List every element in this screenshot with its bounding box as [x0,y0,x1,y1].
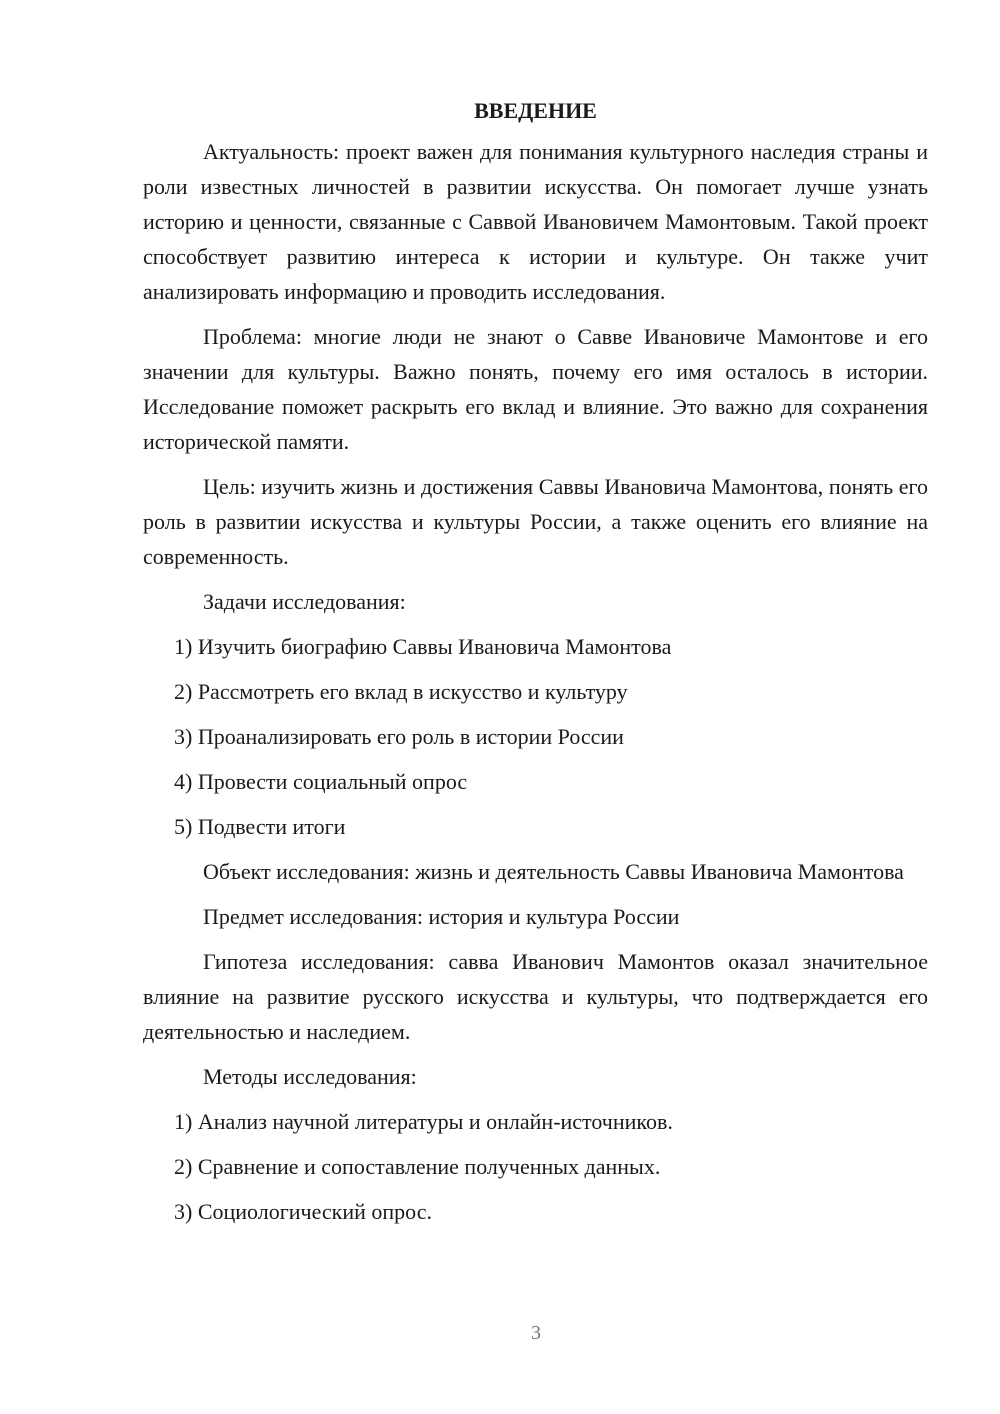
tasks-list [143,629,928,844]
method-item: 3) Социологический опрос. [174,1199,432,1224]
page-number: 3 [531,1322,541,1344]
goal-paragraph: Цель: изучить жизнь и достижения Саввы Ивановича Мамонтова, понять его роль в развитии искусства и культуры России, а также оценить его влияние на современность. [143,474,928,569]
methods-list [143,1104,928,1229]
task-item: 4) Провести социальный опрос [174,769,468,794]
problem-paragraph: Проблема: многие люди не знают о Савве Ивановиче Мамонтове и его значении для культуры. Важно понять, почему его имя осталось в истории. Исследование поможет раскрыть его вклад и влияние. Это важно для сохранения исторической памяти. [143,324,928,454]
hypothesis-paragraph: Гипотеза исследования: савва Иванович Мамонтов оказал значительное влияние на развитие русского искусства и культуры, что подтверждается его деятельностью и наследием. [143,949,928,1044]
task-item: 5) Подвести итоги [174,814,346,839]
method-item: 2) Сравнение и сопоставление полученных данных. [174,1154,661,1179]
task-item: 3) Проанализировать его роль в истории России [174,724,624,749]
method-item: 1) Анализ научной литературы и онлайн-источников. [174,1109,673,1134]
document-page [143,96,928,1239]
page-heading: ВВЕДЕНИЕ [474,98,597,123]
task-item: 2) Рассмотреть его вклад в искусство и культуру [174,679,628,704]
subject-paragraph: Предмет исследования: история и культура России [203,904,680,929]
methods-label: Методы исследования: [203,1064,417,1089]
task-item: 1) Изучить биографию Саввы Ивановича Мамонтова [174,634,672,659]
actuality-paragraph: Актуальность: проект важен для понимания культурного наследия страны и роли известных личностей в развитии искусства. Он помогает лучше узнать историю и ценности, связанные с Саввой Ивановичем Мамонтовым. Такой проект способствует развитию интереса к истории и культуре. Он также учит анализировать информацию и проводить исследования. [143,139,928,304]
object-paragraph: Объект исследования: жизнь и деятельность Саввы Ивановича Мамонтова [203,859,904,884]
tasks-label: Задачи исследования: [203,589,406,614]
